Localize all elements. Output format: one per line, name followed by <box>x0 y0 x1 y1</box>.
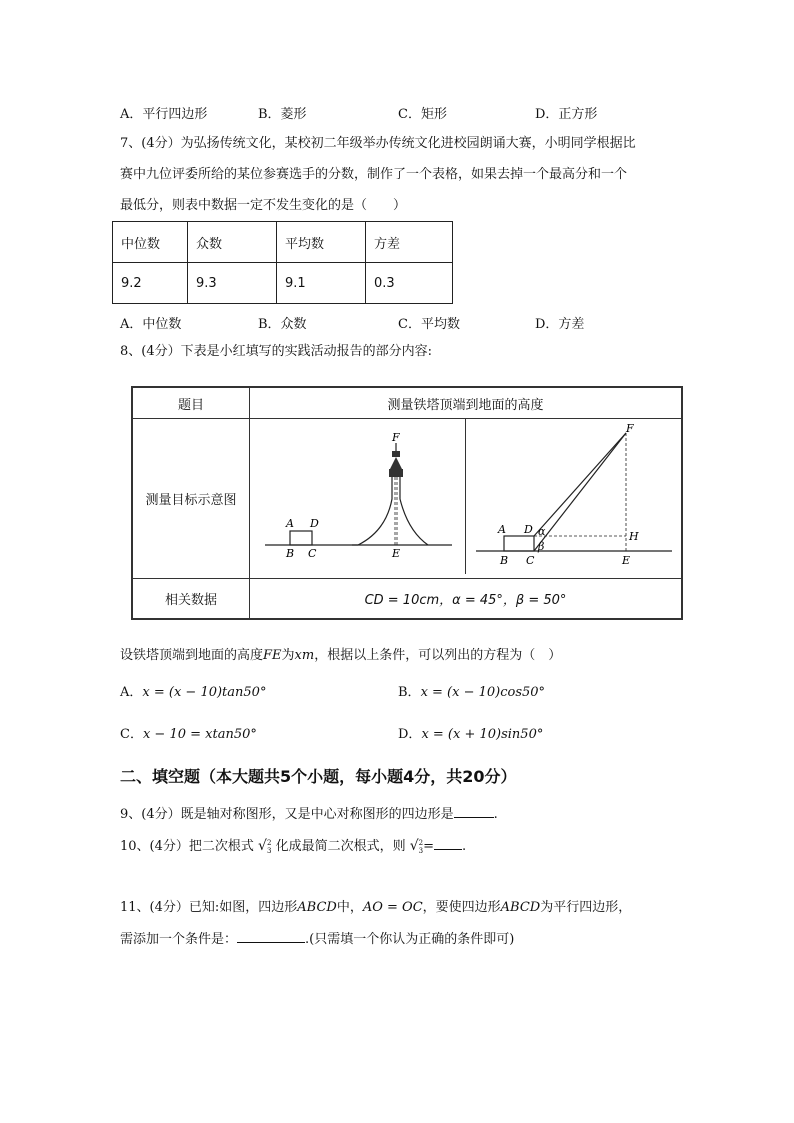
table-header-variance: 方差 <box>366 222 453 263</box>
fig1-label-a: A <box>286 517 294 530</box>
report-row2-label: 测量目标示意图 <box>145 493 237 508</box>
q8-report-table <box>131 386 683 620</box>
report-row3-value: CD = 10cm，α = 45°，β = 50° <box>364 593 567 608</box>
fig1-label-f: F <box>392 431 400 444</box>
fig2-label-beta: β <box>538 540 545 553</box>
q6-option-b: B．菱形 <box>258 107 307 122</box>
q7-options <box>120 313 720 333</box>
q7-line2: 赛中九位评委所给的某位参赛选手的分数，制作了一个表格，如果去掉一个最高分和一个 <box>120 167 628 182</box>
q10-answer-blank[interactable] <box>434 837 462 850</box>
report-row1-label: 题目 <box>177 397 204 413</box>
fig1-label-e: E <box>392 547 401 560</box>
fig2-label-alpha: α <box>538 525 546 538</box>
q11-answer-blank[interactable] <box>237 930 305 943</box>
q10: 10、(4分）把二次根式 √2 3 化成最简二次根式，则 √2 3= . <box>120 838 467 855</box>
q10-fraction-2: 2 3 <box>418 838 424 855</box>
report-row3-label: 相关数据 <box>164 593 217 608</box>
q11-line2: 需添加一个条件是： .(只需填一个你认为正确的条件即可) <box>120 932 515 947</box>
q8-stem: 8、(4分）下表是小红填写的实践活动报告的部分内容: <box>120 344 432 359</box>
tower-diagram-figure <box>250 419 465 578</box>
fig2-label-c: C <box>526 554 535 567</box>
q10-fraction-1: 2 3 <box>266 838 272 855</box>
fig2-label-h: H <box>629 530 639 543</box>
fig1-label-b: B <box>286 547 295 560</box>
fig1-label-d: D <box>310 517 319 530</box>
q7-option-d: D．方差 <box>535 317 585 332</box>
fig2-label-a: A <box>498 523 506 536</box>
q9-answer-blank[interactable] <box>454 805 494 818</box>
table-value-median: 9.2 <box>113 263 188 304</box>
fig2-label-b: B <box>500 554 509 567</box>
fig2-label-e: E <box>622 554 631 567</box>
q7-option-b: B．众数 <box>258 317 307 332</box>
angle-diagram-figure <box>466 419 681 578</box>
q7-line1: 7、(4分）为弘扬传统文化，某校初二年级举办传统文化进校园朗诵大赛，小明同学根据比 <box>120 136 636 151</box>
table-header-mean: 平均数 <box>277 222 366 263</box>
table-value-mode: 9.3 <box>188 263 277 304</box>
table-value-mean: 9.1 <box>277 263 366 304</box>
table-header-median: 中位数 <box>113 222 188 263</box>
section2-title: 二、填空题（本大题共5个小题，每小题4分，共20分） <box>120 767 517 786</box>
q8-question: 设铁塔顶端到地面的高度FE为xm，根据以上条件，可以列出的方程为（ ） <box>120 648 562 663</box>
fig1-label-c: C <box>308 547 317 560</box>
q6-option-d: D．正方形 <box>535 107 598 122</box>
table-header-mode: 众数 <box>188 222 277 263</box>
fig2-label-d: D <box>524 523 533 536</box>
q7-option-a: A．中位数 <box>120 317 182 332</box>
fig2-label-f: F <box>626 422 634 435</box>
q8-option-a: A．x = (x − 10)tan50° <box>120 685 267 700</box>
q6-option-a: A．平行四边形 <box>120 107 208 122</box>
q8-option-b: B．x = (x − 10)cos50° <box>398 685 546 700</box>
q6-options <box>120 103 720 123</box>
q7-option-c: C．平均数 <box>398 317 460 332</box>
q11-line1: 11、(4分）已知:如图，四边形ABCD中，AO = OC，要使四边形ABCD为平行四边形， <box>120 900 632 915</box>
q6-option-c: C．矩形 <box>398 107 447 122</box>
table-value-variance: 0.3 <box>366 263 453 304</box>
q7-stats-table <box>112 221 453 304</box>
q8-option-c: C．x − 10 = xtan50° <box>120 727 257 742</box>
report-row1-value: 测量铁塔顶端到地面的高度 <box>387 397 544 413</box>
q7-line3: 最低分，则表中数据一定不发生变化的是（ ） <box>120 198 407 213</box>
q9: 9、(4分）既是轴对称图形，又是中心对称图形的四边形是 . <box>120 807 498 822</box>
q8-option-d: D．x = (x + 10)sin50° <box>398 727 544 742</box>
